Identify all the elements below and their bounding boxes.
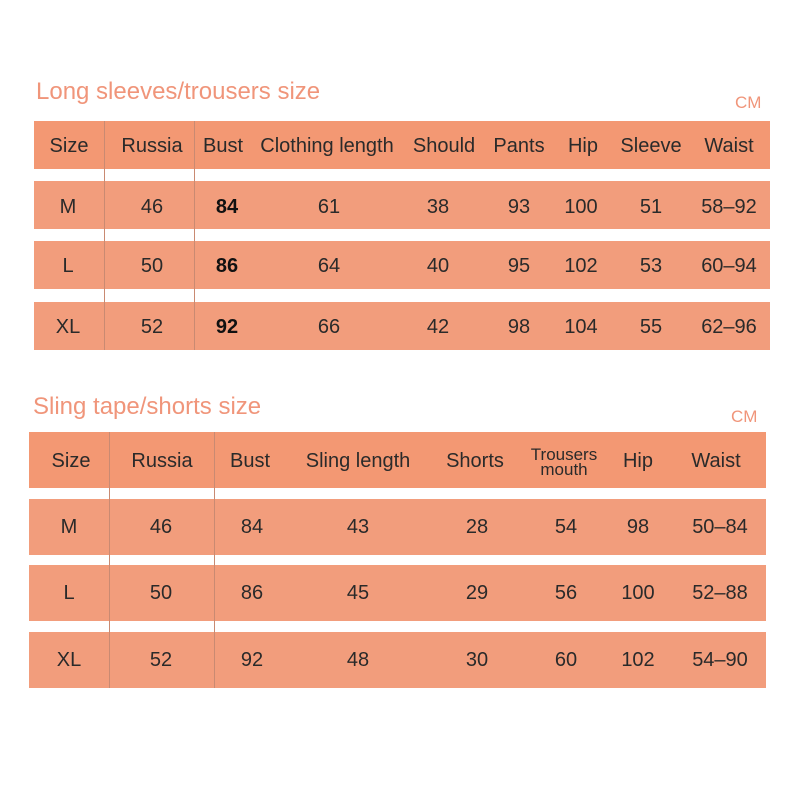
t1-cell: 51 (639, 196, 663, 218)
t2-cell: 48 (346, 649, 370, 671)
table2-row (29, 499, 766, 555)
t2-cell: 29 (465, 582, 489, 604)
t1-cell: 58–92 (701, 196, 757, 218)
table1-column-divider (194, 121, 195, 350)
t2-cell: 60 (554, 649, 578, 671)
t1-cell: 55 (639, 316, 663, 338)
t2-cell: 102 (621, 649, 655, 671)
t1-cell: 52 (140, 316, 164, 338)
t2-cell: 28 (465, 516, 489, 538)
t1-cell: M (59, 196, 77, 218)
t2-cell: 84 (240, 516, 264, 538)
t2-cell: 98 (626, 516, 650, 538)
t2-cell: 46 (149, 516, 173, 538)
t2-cell: M (60, 516, 78, 538)
t1-cell: 102 (564, 255, 598, 277)
t2-header-size: Size (51, 450, 91, 472)
table2-row (29, 565, 766, 621)
t2-cell: L (63, 582, 75, 604)
t1-cell: 86 (215, 255, 239, 277)
t1-cell: 46 (140, 196, 164, 218)
t1-cell: L (62, 255, 74, 277)
t1-cell: 62–96 (701, 316, 757, 338)
t1-cell: 42 (426, 316, 450, 338)
t2-cell: 100 (621, 582, 655, 604)
t1-cell: 95 (507, 255, 531, 277)
t1-cell: 84 (215, 196, 239, 218)
t2-header-waist: Waist (691, 450, 741, 472)
t2-cell: 92 (240, 649, 264, 671)
t2-cell: 30 (465, 649, 489, 671)
t1-cell: XL (55, 316, 81, 338)
t1-cell: 61 (317, 196, 341, 218)
t1-cell: 93 (507, 196, 531, 218)
t2-header-bust: Bust (229, 450, 271, 472)
table1-title: Long sleeves/trousers size (36, 78, 321, 105)
t2-cell: 52–88 (692, 582, 748, 604)
t2-cell: 86 (240, 582, 264, 604)
t1-header-should: Should (412, 135, 476, 157)
t1-cell: 98 (507, 316, 531, 338)
t1-header-bust: Bust (202, 135, 244, 157)
t1-cell: 38 (426, 196, 450, 218)
table2-unit: CM (731, 407, 758, 426)
table2-row (29, 632, 766, 688)
t1-cell: 92 (215, 316, 239, 338)
table2-column-divider (109, 432, 110, 688)
t1-header-pants: Pants (493, 135, 545, 157)
t2-header-trousers-mouth-line1: Trousers (530, 445, 598, 464)
table1-unit: CM (735, 93, 762, 112)
t2-header-sling-length: Sling length (305, 450, 411, 472)
table2-title: Sling tape/shorts size (33, 393, 262, 420)
t1-cell: 104 (564, 316, 598, 338)
t1-header-clothing-length: Clothing length (260, 135, 394, 157)
t2-header-hip: Hip (622, 450, 654, 472)
t2-header-trousers-mouth (531, 447, 597, 477)
t2-cell: 43 (346, 516, 370, 538)
t2-cell: 56 (554, 582, 578, 604)
t1-header-waist: Waist (704, 135, 754, 157)
t1-header-size: Size (49, 135, 89, 157)
t2-cell: 52 (149, 649, 173, 671)
t2-header-russia: Russia (131, 450, 193, 472)
t2-cell: 54–90 (692, 649, 748, 671)
t1-header-russia: Russia (121, 135, 183, 157)
t2-cell: 50–84 (692, 516, 748, 538)
t1-cell: 60–94 (701, 255, 757, 277)
t1-cell: 53 (639, 255, 663, 277)
t2-cell: 54 (554, 516, 578, 538)
t1-cell: 64 (317, 255, 341, 277)
t1-cell: 40 (426, 255, 450, 277)
t2-cell: XL (56, 649, 82, 671)
t1-header-hip: Hip (567, 135, 599, 157)
table2-column-divider (214, 432, 215, 688)
t2-header-trousers-mouth-line2: mouth (540, 460, 588, 479)
t1-header-sleeve: Sleeve (620, 135, 682, 157)
t1-cell: 66 (317, 316, 341, 338)
t2-cell: 45 (346, 582, 370, 604)
t2-header-shorts: Shorts (446, 450, 504, 472)
table1-column-divider (104, 121, 105, 350)
t2-cell: 50 (149, 582, 173, 604)
t1-cell: 50 (140, 255, 164, 277)
t1-cell: 100 (564, 196, 598, 218)
